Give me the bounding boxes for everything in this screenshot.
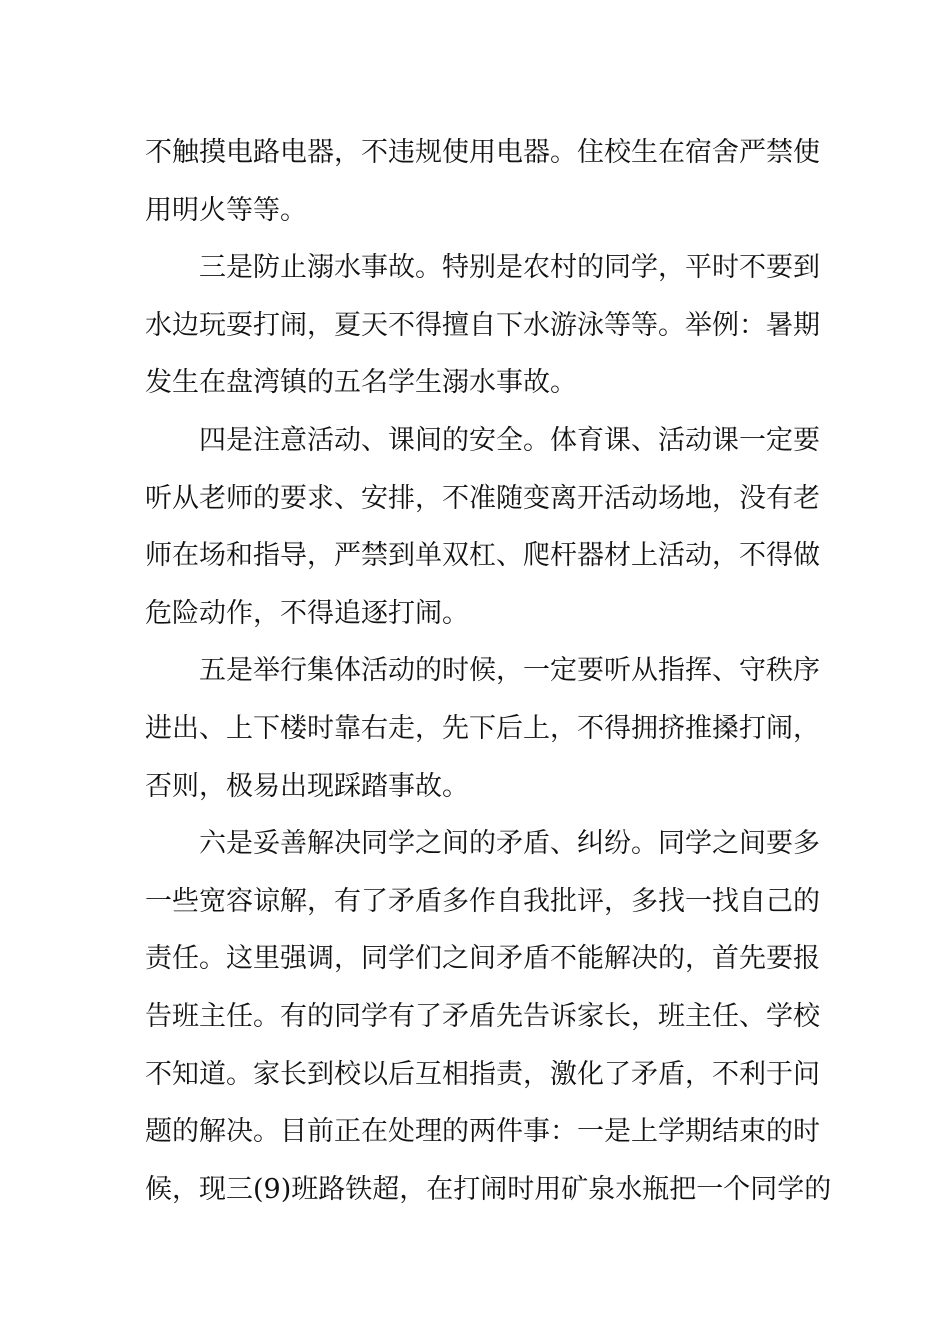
document-body: [145, 124, 832, 1218]
text-line: 师在场和指导，严禁到单双杠、爬杆器材上活动，不得做: [145, 540, 820, 572]
text-line: 水边玩耍打闹，夏天不得擅自下水游泳等等。举例：暑期: [145, 309, 820, 341]
text-line: 用明火等等。: [145, 194, 307, 226]
text-line: 进出、上下楼时靠右走，先下后上，不得拥挤推搡打闹，: [145, 712, 820, 744]
paragraph-start-line: 三是防止溺水事故。特别是农村的同学，平时不要到: [199, 252, 820, 284]
text-line: 危险动作，不得追逐打闹。: [145, 597, 469, 629]
text-line: 候，现三(9)班路铁超，在打闹时用矿泉水瓶把一个同学的: [145, 1173, 832, 1205]
text-line: 责任。这里强调，同学们之间矛盾不能解决的，首先要报: [145, 943, 820, 975]
paragraph-start-line: 五是举行集体活动的时候，一定要听从指挥、守秩序: [199, 655, 820, 687]
text-line: 不知道。家长到校以后互相指责，激化了矛盾，不利于问: [145, 1058, 820, 1090]
text-line: 发生在盘湾镇的五名学生溺水事故。: [145, 367, 577, 399]
text-line: 题的解决。目前正在处理的两件事：一是上学期结束的时: [145, 1116, 820, 1148]
text-line: 一些宽容谅解，有了矛盾多作自我批评，多找一找自己的: [145, 885, 820, 917]
paragraph-start-line: 六是妥善解决同学之间的矛盾、纠纷。同学之间要多: [199, 828, 820, 860]
text-line: 不触摸电路电器，不违规使用电器。住校生在宿舍严禁使: [145, 137, 820, 168]
paragraph-start-line: 四是注意活动、课间的安全。体育课、活动课一定要: [199, 424, 820, 456]
text-line: 否则，极易出现踩踏事故。: [145, 770, 469, 802]
text-line: 告班主任。有的同学有了矛盾先告诉家长，班主任、学校: [145, 1000, 820, 1032]
text-line: 听从老师的要求、安排，不准随变离开活动场地，没有老: [145, 482, 820, 514]
